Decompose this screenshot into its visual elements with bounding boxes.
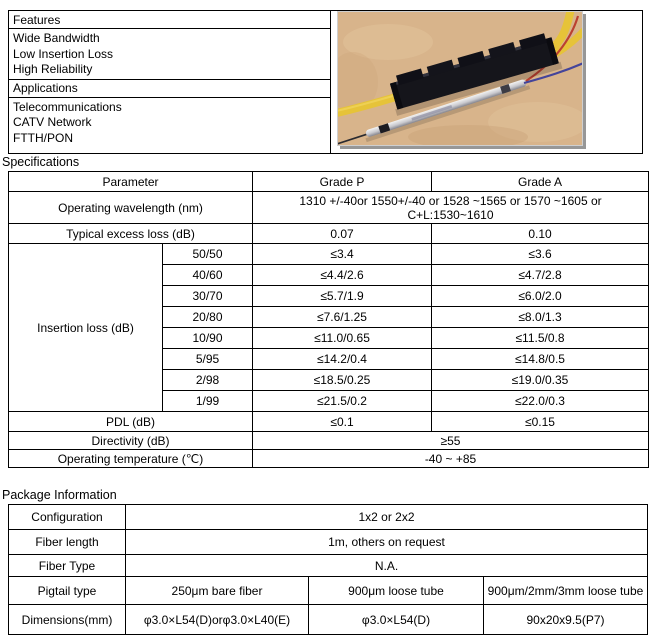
grade-p-value: ≤14.2/0.4 — [253, 349, 432, 370]
feature-item: Wide Bandwidth — [13, 31, 100, 45]
features-table — [8, 10, 643, 154]
dimensions-row — [9, 605, 648, 635]
operating-temperature-row — [9, 450, 649, 468]
specifications-heading: Specifications — [2, 155, 80, 169]
directivity-row — [9, 432, 649, 450]
row-label: Operating wavelength (nm) — [9, 192, 253, 224]
col-grade-a: Grade A — [432, 172, 649, 192]
applications-list — [9, 97, 331, 153]
row-label: Fiber length — [9, 530, 126, 555]
grade-a-value: 0.10 — [432, 224, 649, 244]
split-ratio: 20/80 — [163, 307, 253, 328]
grade-p-value: ≤18.5/0.25 — [253, 370, 432, 391]
application-item: FTTH/PON — [13, 130, 73, 145]
pdl-row — [9, 412, 649, 432]
col-grade-p: Grade P — [253, 172, 432, 192]
grade-p-value: 0.07 — [253, 224, 432, 244]
split-ratio: 40/60 — [163, 265, 253, 286]
split-ratio: 10/90 — [163, 328, 253, 349]
grade-p-value: ≤7.6/1.25 — [253, 307, 432, 328]
grade-a-value: ≤0.15 — [432, 412, 649, 432]
split-ratio: 50/50 — [163, 244, 253, 265]
grade-p-value: ≤4.4/2.6 — [253, 265, 432, 286]
row-label: Directivity (dB) — [9, 432, 253, 450]
product-photo-cell — [331, 11, 643, 154]
split-ratio: 1/99 — [163, 391, 253, 412]
insertion-loss-label: Insertion loss (dB) — [9, 244, 163, 412]
features-list — [9, 29, 331, 80]
split-ratio: 2/98 — [163, 370, 253, 391]
grade-a-value: ≤3.6 — [432, 244, 649, 265]
split-ratio: 5/95 — [163, 349, 253, 370]
application-item: CATV Network — [13, 115, 92, 129]
typical-excess-loss-row — [9, 224, 649, 244]
pigtail-option: 250μm bare fiber — [126, 577, 309, 605]
row-label: Operating temperature (℃) — [9, 450, 253, 468]
fiber-type-row — [9, 555, 648, 577]
package-information-table — [8, 504, 648, 635]
grade-p-value: ≤3.4 — [253, 244, 432, 265]
pigtail-option: 900μm/2mm/3mm loose tube — [484, 577, 648, 605]
spec-header-row — [9, 172, 649, 192]
row-value: 1310 +/-40or 1550+/-40 or 1528 ~1565 or 1570 ~1605 or C+L:1530~1610 — [253, 192, 649, 224]
grade-p-value: ≤5.7/1.9 — [253, 286, 432, 307]
operating-wavelength-row — [9, 192, 649, 224]
col-parameter: Parameter — [9, 172, 253, 192]
row-value: -40 ~ +85 — [253, 450, 649, 468]
features-header: Features — [9, 11, 331, 29]
specifications-table — [8, 171, 649, 468]
grade-a-value: ≤8.0/1.3 — [432, 307, 649, 328]
insertion-loss-row — [9, 244, 649, 265]
row-label: Configuration — [9, 505, 126, 530]
grade-a-value: ≤19.0/0.35 — [432, 370, 649, 391]
product-photo — [337, 11, 583, 146]
row-label: Fiber Type — [9, 555, 126, 577]
applications-header: Applications — [9, 79, 331, 97]
row-value: N.A. — [126, 555, 648, 577]
package-information-heading: Package Information — [2, 488, 117, 502]
fiber-length-row — [9, 530, 648, 555]
grade-p-value: ≤0.1 — [253, 412, 432, 432]
row-label: Dimensions(mm) — [9, 605, 126, 635]
row-label: Typical excess loss (dB) — [9, 224, 253, 244]
configuration-row — [9, 505, 648, 530]
row-label: Pigtail type — [9, 577, 126, 605]
feature-item: High Reliability — [13, 62, 93, 76]
grade-a-value: ≤22.0/0.3 — [432, 391, 649, 412]
grade-p-value: ≤11.0/0.65 — [253, 328, 432, 349]
dimension-value: φ3.0×L54(D) — [309, 605, 484, 635]
grade-p-value: ≤21.5/0.2 — [253, 391, 432, 412]
grade-a-value: ≤14.8/0.5 — [432, 349, 649, 370]
pigtail-option: 900μm loose tube — [309, 577, 484, 605]
grade-a-value: ≤4.7/2.8 — [432, 265, 649, 286]
dimension-value: φ3.0×L54(D)orφ3.0×L40(E) — [126, 605, 309, 635]
feature-item: Low Insertion Loss — [13, 46, 114, 61]
application-item: Telecommunications — [13, 99, 122, 114]
grade-a-value: ≤11.5/0.8 — [432, 328, 649, 349]
dimension-value: 90x20x9.5(P7) — [484, 605, 648, 635]
row-value: 1x2 or 2x2 — [126, 505, 648, 530]
pigtail-type-row — [9, 577, 648, 605]
grade-a-value: ≤6.0/2.0 — [432, 286, 649, 307]
row-label: PDL (dB) — [9, 412, 253, 432]
split-ratio: 30/70 — [163, 286, 253, 307]
row-value: ≥55 — [253, 432, 649, 450]
row-value: 1m, others on request — [126, 530, 648, 555]
